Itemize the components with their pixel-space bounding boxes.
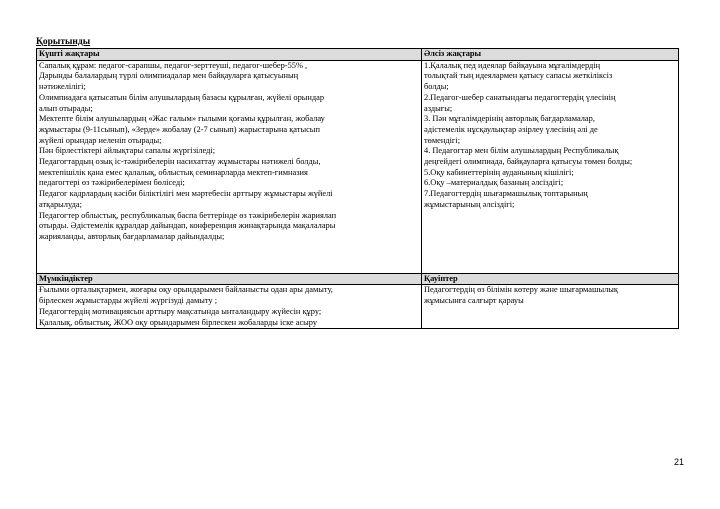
- weaknesses-line: аздығы;: [424, 103, 453, 113]
- strengths-line: жарияланды, авторлық бағдарламалар дайындалды;: [39, 231, 225, 241]
- strengths-line: Педагогтер облыстық, республикалық баспа беттерінде өз тәжірибелерін жариялап: [39, 210, 337, 220]
- threats-cell: [422, 285, 679, 329]
- weaknesses-line: 1.Қалалық пед идеялар байқауына мұғалімдердің: [424, 60, 601, 70]
- weaknesses-line: 4. Педагогтар мен білім алушылардың Республикалық: [424, 146, 619, 156]
- strengths-line: Олимпиадаға қатысатын білім алушылардың базасы құрылған, жүйелі орындар: [39, 92, 325, 102]
- opportunities-cell: [37, 285, 422, 329]
- weaknesses-line: деңгейдегі олимпиада, байқауларға қатысуы төмен болды;: [424, 157, 633, 167]
- strengths-header: Күшті жақтары: [37, 49, 422, 61]
- strengths-line: мектепішілік қана емес қалалық, облыстық семинарларда мектеп-гимназия: [39, 167, 308, 177]
- strengths-line: нәтижелілігі;: [39, 82, 86, 92]
- weaknesses-header: Әлсіз жақтары: [422, 49, 679, 61]
- weaknesses-line: жұмыстарының әлсіздігі;: [424, 199, 515, 209]
- strengths-line: педагогтері өз тәжірибелерімен бөліседі;: [39, 178, 185, 188]
- strengths-line: отырды. Әдістемелік құралдар дайындап, конференция жинақтарында мақалалары: [39, 221, 336, 231]
- weaknesses-cell: [422, 60, 679, 273]
- threats-line: жұмысынға салғырт қарауы: [424, 296, 524, 306]
- opportunities-line: Ғылыми орталықтармен, жоғары оқу орындарымен байланысты одан ары дамыту,: [39, 285, 333, 295]
- weaknesses-line: 7.Педагогтердің шығармашылық топтарының: [424, 189, 588, 199]
- strengths-line: Педагогтардың озық іс-тәжірибелерін насихаттау жұмыстары нәтижелі болды,: [39, 157, 321, 167]
- strengths-line: алып отырады;: [39, 103, 93, 113]
- strengths-line: Сапалық құрам: педагог-сарапшы, педагог-зерттеуші, педагог-шебер-55% ,: [39, 60, 308, 70]
- section-heading: Қорытынды: [36, 37, 91, 47]
- strengths-line: атқарылуда;: [39, 199, 82, 209]
- weaknesses-line: 2.Педагог-шебер санатындағы педагогтердің үлесінің: [424, 92, 616, 102]
- strengths-line: Мектепте білім алушылардың «Жас ғалым» ғылыми қоғамы құрылған, жобалау: [39, 114, 325, 124]
- strengths-line: Педагог кадрлардың кәсіби біліктілігі мен мәртебесін арттыру жұмыстары жүйелі: [39, 189, 333, 199]
- weaknesses-line: толықтай тың идеялармен қатысу сапасы жеткіліксіз: [424, 71, 613, 81]
- strengths-cell: [37, 60, 422, 273]
- opportunities-line: Педагогтердің мотивациясын арттыру мақсатында ынталандыру жүйесін құру;: [39, 306, 322, 316]
- weaknesses-line: 5.Оқу кабинеттерінің ауданының кішілігі;: [424, 167, 574, 177]
- weaknesses-line: 6.Оқу –материалдық базаның әлсіздігі;: [424, 178, 564, 188]
- opportunities-header: Мүмкіндіктер: [37, 273, 422, 285]
- strengths-line: жұмыстары (9-11сынып), «Зерде» жобалау (2-7 сынып) жарыстарына қатысып: [39, 124, 320, 134]
- strengths-line: Пән бірлестіктері айлықтары сапалы жүргізіледі;: [39, 146, 216, 156]
- weaknesses-line: әдістемелік нұсқаулықтар әзірлеу үлесінің әлі де: [424, 124, 598, 134]
- weaknesses-line: болды;: [424, 82, 449, 92]
- weaknesses-line: 3. Пән мұғалімдерінің авторлық бағдарламалар,: [424, 114, 595, 124]
- weaknesses-line: төмендігі;: [424, 135, 461, 145]
- threats-header: Қауіптер: [422, 273, 679, 285]
- page-number: 21: [674, 457, 685, 467]
- opportunities-line: Қалалық, облыстық, ЖОО оқу орындарымен бірлескен жобаларды іске асыру: [39, 317, 318, 327]
- opportunities-line: бірлескен жұмыстарды жүйелі жүргізуді дамыту ;: [39, 296, 218, 306]
- swot-table: [36, 48, 679, 329]
- threats-line: Педагогтердің өз білімін көтеру және шығармашылық: [424, 285, 618, 295]
- strengths-line: Дарынды балалардың түрлі олимпиадалар мен байқауларға қатысуының: [39, 71, 299, 81]
- strengths-line: жүйелі орындар иеленіп отырады;: [39, 135, 162, 145]
